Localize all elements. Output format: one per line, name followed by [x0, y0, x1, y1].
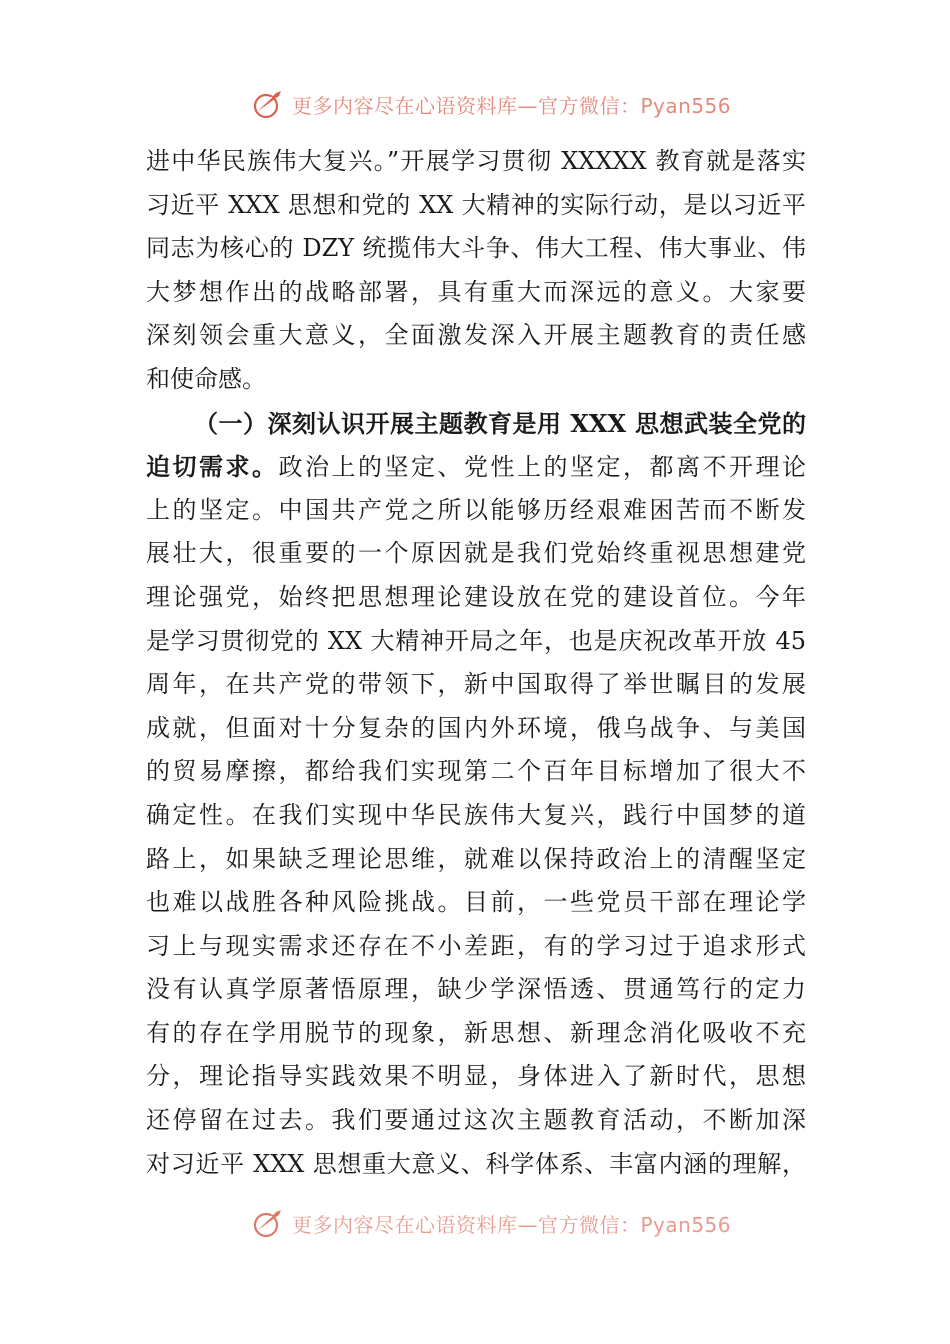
watermark-header [252, 84, 731, 124]
text-line: 还停留在过去。我们要通过这次主题教育活动，不断加深 [146, 1106, 806, 1135]
text-line: 大梦想作出的战略部署，具有重大而深远的意义。大家要 [146, 277, 806, 306]
text-line: 上的坚定。中国共产党之所以能够历经艰难困苦而不断发 [146, 495, 806, 524]
text-line: 习近平 XXX 思想和党的 XX 大精神的实际行动，是以习近平 [146, 190, 806, 219]
watermark-text: 更多内容尽在心语资料库—官方微信：Pyan556 [292, 93, 732, 118]
section-heading-end: 迫切需求。 [146, 452, 279, 482]
text-line: 习上与现实需求还存在不小差距，有的学习过于追求形式 [146, 931, 806, 960]
text-line: 和使命感。 [146, 364, 266, 393]
text-line: 没有认真学原著悟原理，缺少学深悟透、贯通笃行的定力 [146, 975, 806, 1004]
text-line: 展壮大，很重要的一个原因就是我们党始终重视思想建党 [146, 539, 806, 568]
text-line: 理论强党，始终把思想理论建设放在党的建设首位。今年 [146, 582, 806, 611]
text-line: 周年，在共产党的带领下，新中国取得了举世瞩目的发展 [146, 670, 806, 699]
text-line: 路上，如果缺乏理论思维，就难以保持政治上的清醒坚定 [146, 844, 806, 873]
text-line: 进中华民族伟大复兴。”开展学习贯彻 XXXXX 教育就是落实 [146, 147, 806, 175]
watermark-footer [252, 1203, 731, 1243]
text-run: 政治上的坚定、党性上的坚定，都离不开理论 [278, 453, 806, 482]
section-heading: （一）深刻认识开展主题教育是用 XXX 思想武装全党的 [194, 408, 806, 438]
feather-pen-logo-icon [252, 1206, 286, 1240]
text-line: 有的存在学用脱节的现象，新思想、新理念消化吸收不充 [146, 1018, 806, 1047]
text-line: 是学习贯彻党的 XX 大精神开局之年，也是庆祝改革开放 45 [146, 626, 806, 655]
watermark-text: 更多内容尽在心语资料库—官方微信：Pyan556 [292, 1212, 732, 1237]
text-line: 深刻领会重大意义，全面激发深入开展主题教育的责任感 [146, 321, 806, 350]
text-line [146, 445, 806, 489]
text-line: 成就，但面对十分复杂的国内外环境，俄乌战争、与美国 [146, 713, 806, 742]
text-line: 确定性。在我们实现中华民族伟大复兴，践行中国梦的道 [146, 800, 806, 829]
text-line: 的贸易摩擦，都给我们实现第二个百年目标增加了很大不 [146, 757, 806, 786]
text-line: 对习近平 XXX 思想重大意义、科学体系、丰富内涵的理解， [146, 1149, 806, 1178]
feather-pen-logo-icon [252, 87, 286, 121]
text-line: 分，理论指导实践效果不明显，身体进入了新时代，思想 [146, 1062, 806, 1091]
text-line: 也难以战胜各种风险挑战。目前，一些党员干部在理论学 [146, 888, 806, 917]
document-body [146, 140, 806, 1186]
text-line: 同志为核心的 DZY 统揽伟大斗争、伟大工程、伟大事业、伟 [146, 234, 806, 263]
